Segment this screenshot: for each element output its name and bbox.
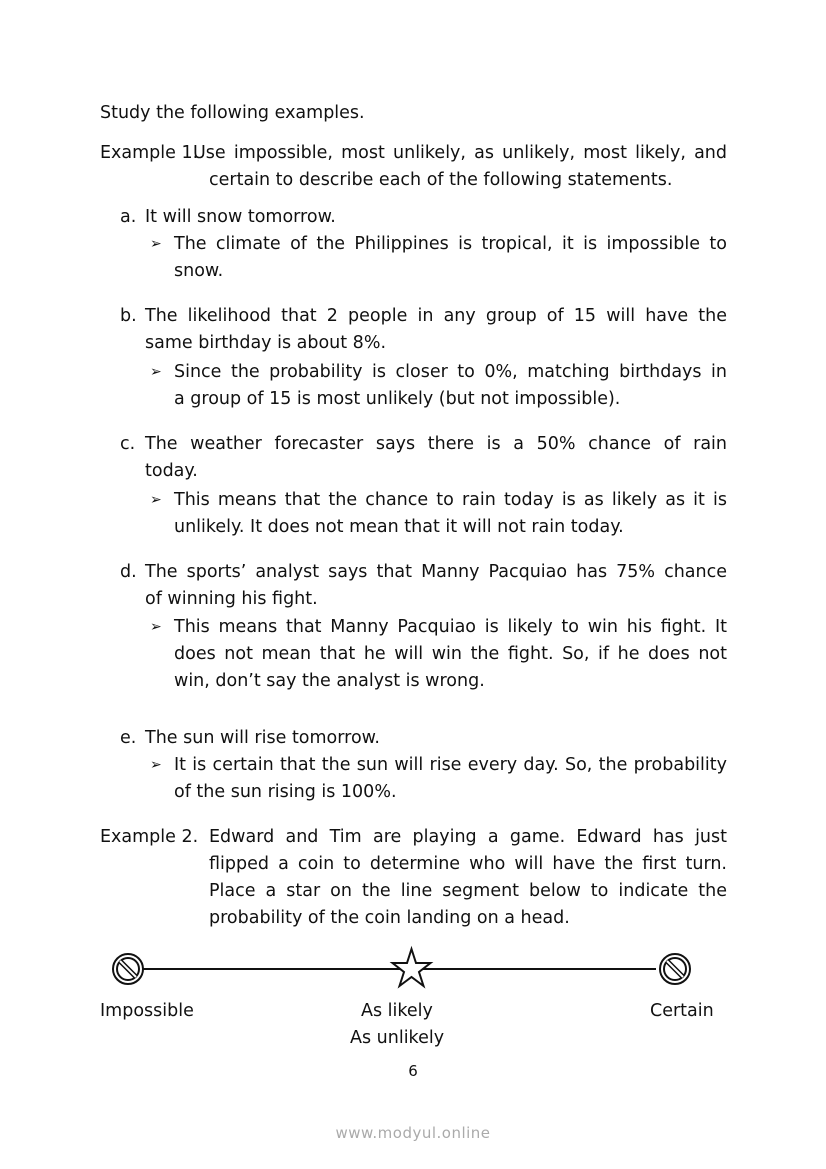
example1-line: Use impossible, most unlikely, as unlikely, most likely, and — [193, 143, 727, 163]
arrow-bullet-icon: ➢ — [150, 757, 162, 773]
item-text: The likelihood that 2 people in any group of 15 will have the — [145, 306, 727, 326]
answer-text: Since the probability is closer to 0%, matching birthdays in — [174, 362, 727, 382]
item-marker: b. — [120, 306, 137, 326]
example2-line: flipped a coin to determine who will have the first turn. — [209, 854, 727, 874]
answer-text: a group of 15 is most unlikely (but not impossible). — [174, 389, 621, 409]
answer-text: It is certain that the sun will rise every day. So, the probability — [174, 755, 727, 775]
no-sign-icon-left — [113, 954, 143, 984]
item-text: The sports’ analyst says that Manny Pacquiao has 75% chance — [145, 562, 727, 582]
answer-text: of the sun rising is 100%. — [174, 782, 397, 802]
star-icon — [393, 949, 431, 986]
item-text: The weather forecaster says there is a 50% chance of rain — [145, 434, 727, 454]
answer-text: The climate of the Philippines is tropical, it is impossible to — [174, 234, 727, 254]
answer-text: snow. — [174, 261, 224, 281]
arrow-bullet-icon: ➢ — [150, 364, 162, 380]
answer-text: This means that Manny Pacquiao is likely to win his fight. It — [174, 617, 727, 637]
intro-text: Study the following examples. — [100, 103, 365, 123]
example2-line: Edward and Tim are playing a game. Edward has just — [209, 827, 727, 847]
no-sign-icon-right — [660, 954, 690, 984]
example2-label: Example 2. — [100, 827, 199, 847]
label-impossible: Impossible — [100, 1001, 194, 1021]
answer-text: unlikely. It does not mean that it will not rain today. — [174, 517, 624, 537]
item-marker: e. — [120, 728, 137, 748]
watermark: www.modyul.online — [335, 1124, 491, 1142]
answer-text: does not mean that he will win the fight. So, if he does not — [174, 644, 727, 664]
answer-text: This means that the chance to rain today is as likely as it is — [174, 490, 727, 510]
answer-text: win, don’t say the analyst is wrong. — [174, 671, 485, 691]
item-text: It will snow tomorrow. — [145, 207, 336, 227]
page-number: 6 — [408, 1062, 418, 1080]
item-text: same birthday is about 8%. — [145, 333, 387, 353]
item-text: The sun will rise tomorrow. — [145, 728, 380, 748]
item-text: today. — [145, 461, 198, 481]
example2-line: probability of the coin landing on a head. — [209, 908, 570, 928]
example2-line: Place a star on the line segment below to indicate the — [209, 881, 727, 901]
item-marker: d. — [120, 562, 137, 582]
arrow-bullet-icon: ➢ — [150, 619, 162, 635]
arrow-bullet-icon: ➢ — [150, 236, 162, 252]
label-as-likely: As likely — [361, 1001, 433, 1021]
label-certain: Certain — [650, 1001, 714, 1021]
probability-number-line — [100, 945, 720, 995]
item-marker: a. — [120, 207, 137, 227]
arrow-bullet-icon: ➢ — [150, 492, 162, 508]
example1-line: certain to describe each of the following statements. — [209, 170, 673, 190]
item-text: of winning his fight. — [145, 589, 318, 609]
label-as-unlikely: As unlikely — [350, 1028, 445, 1048]
item-marker: c. — [120, 434, 136, 454]
example1-label: Example 1. — [100, 143, 199, 163]
